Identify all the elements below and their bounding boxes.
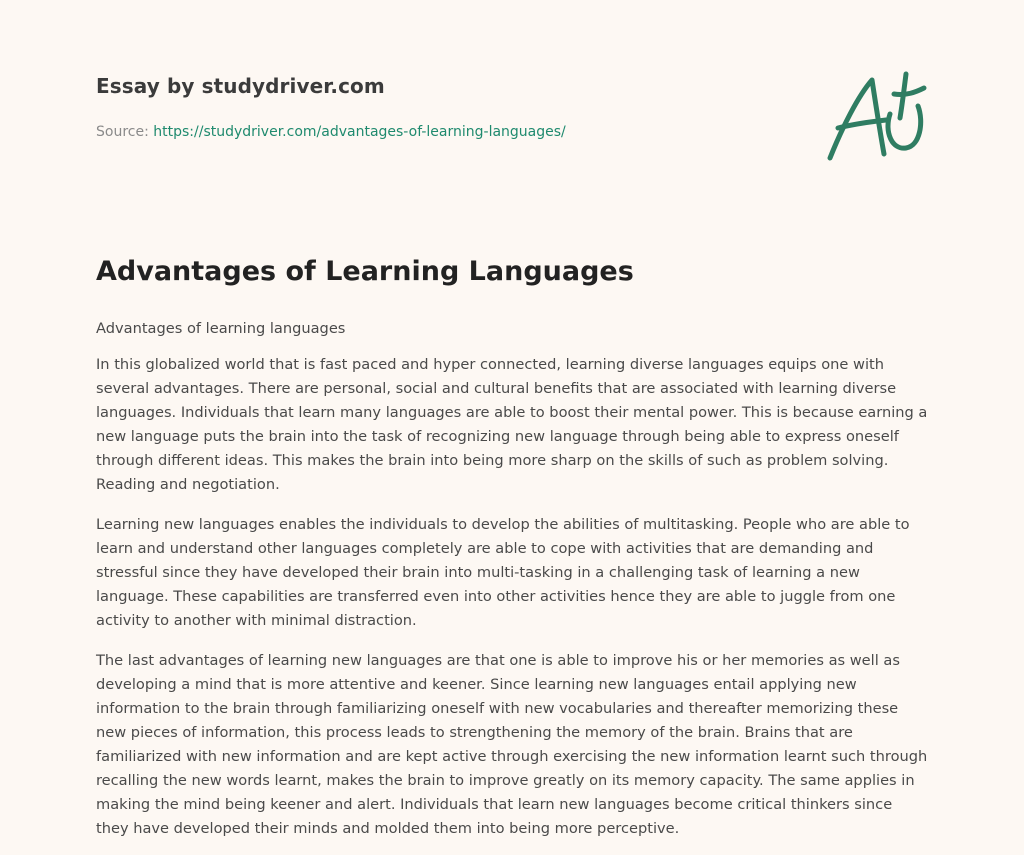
paragraph: The last advantages of learning new languages are that one is able to improve his or her memories as well as developing a mind that is more attentive and keener. Since learning new languages entail applying new information to the brain through familiarizing oneself with new vocabularies and thereafter memorizing these new pieces of information, this process leads to strengthening the memory of the brain. Brains that are familiarized with new information and are kept active through exercising the new information learnt such through recalling the new words learnt, makes the brain to improve greatly on its memory capacity. The same applies in making the mind being keener and alert. Individuals that learn new languages become critical thinkers since they have developed their minds and molded them into being more perceptive. bbox=[96, 652, 928, 837]
essay-body bbox=[96, 317, 928, 855]
source-label: Source: bbox=[96, 124, 149, 140]
essay-header bbox=[96, 74, 796, 140]
page-title: Advantages of Learning Languages bbox=[96, 256, 634, 287]
paragraph: In this globalized world that is fast paced and hyper connected, learning diverse languages equips one with several advantages. There are personal, social and cultural benefits that are associated with learning diverse languages. Individuals that learn many languages are able to boost their mental power. This is because earning a new language puts the brain into the task of recognizing new language through being able to express oneself through different ideas. This makes the brain into being more sharp on the skills of such as problem solving. Reading and negotiation. bbox=[96, 356, 928, 493]
source-link[interactable]: https://studydriver.com/advantages-of-learning-languages/ bbox=[153, 124, 566, 140]
essay-subtitle: Advantages of learning languages bbox=[96, 320, 346, 337]
source-line bbox=[96, 124, 566, 140]
a-plus-grade-icon bbox=[820, 66, 930, 166]
essay-by-label: Essay by studydriver.com bbox=[96, 74, 385, 98]
paragraph: Learning new languages enables the individuals to develop the abilities of multitasking. People who are able to learn and understand other languages completely are able to cope with activities that are demanding and stressful since they have developed their brain into multi-tasking in a challenging task of learning a new language. These capabilities are transferred even into other activities hence they are able to juggle from one activity to another with minimal distraction. bbox=[96, 516, 910, 629]
